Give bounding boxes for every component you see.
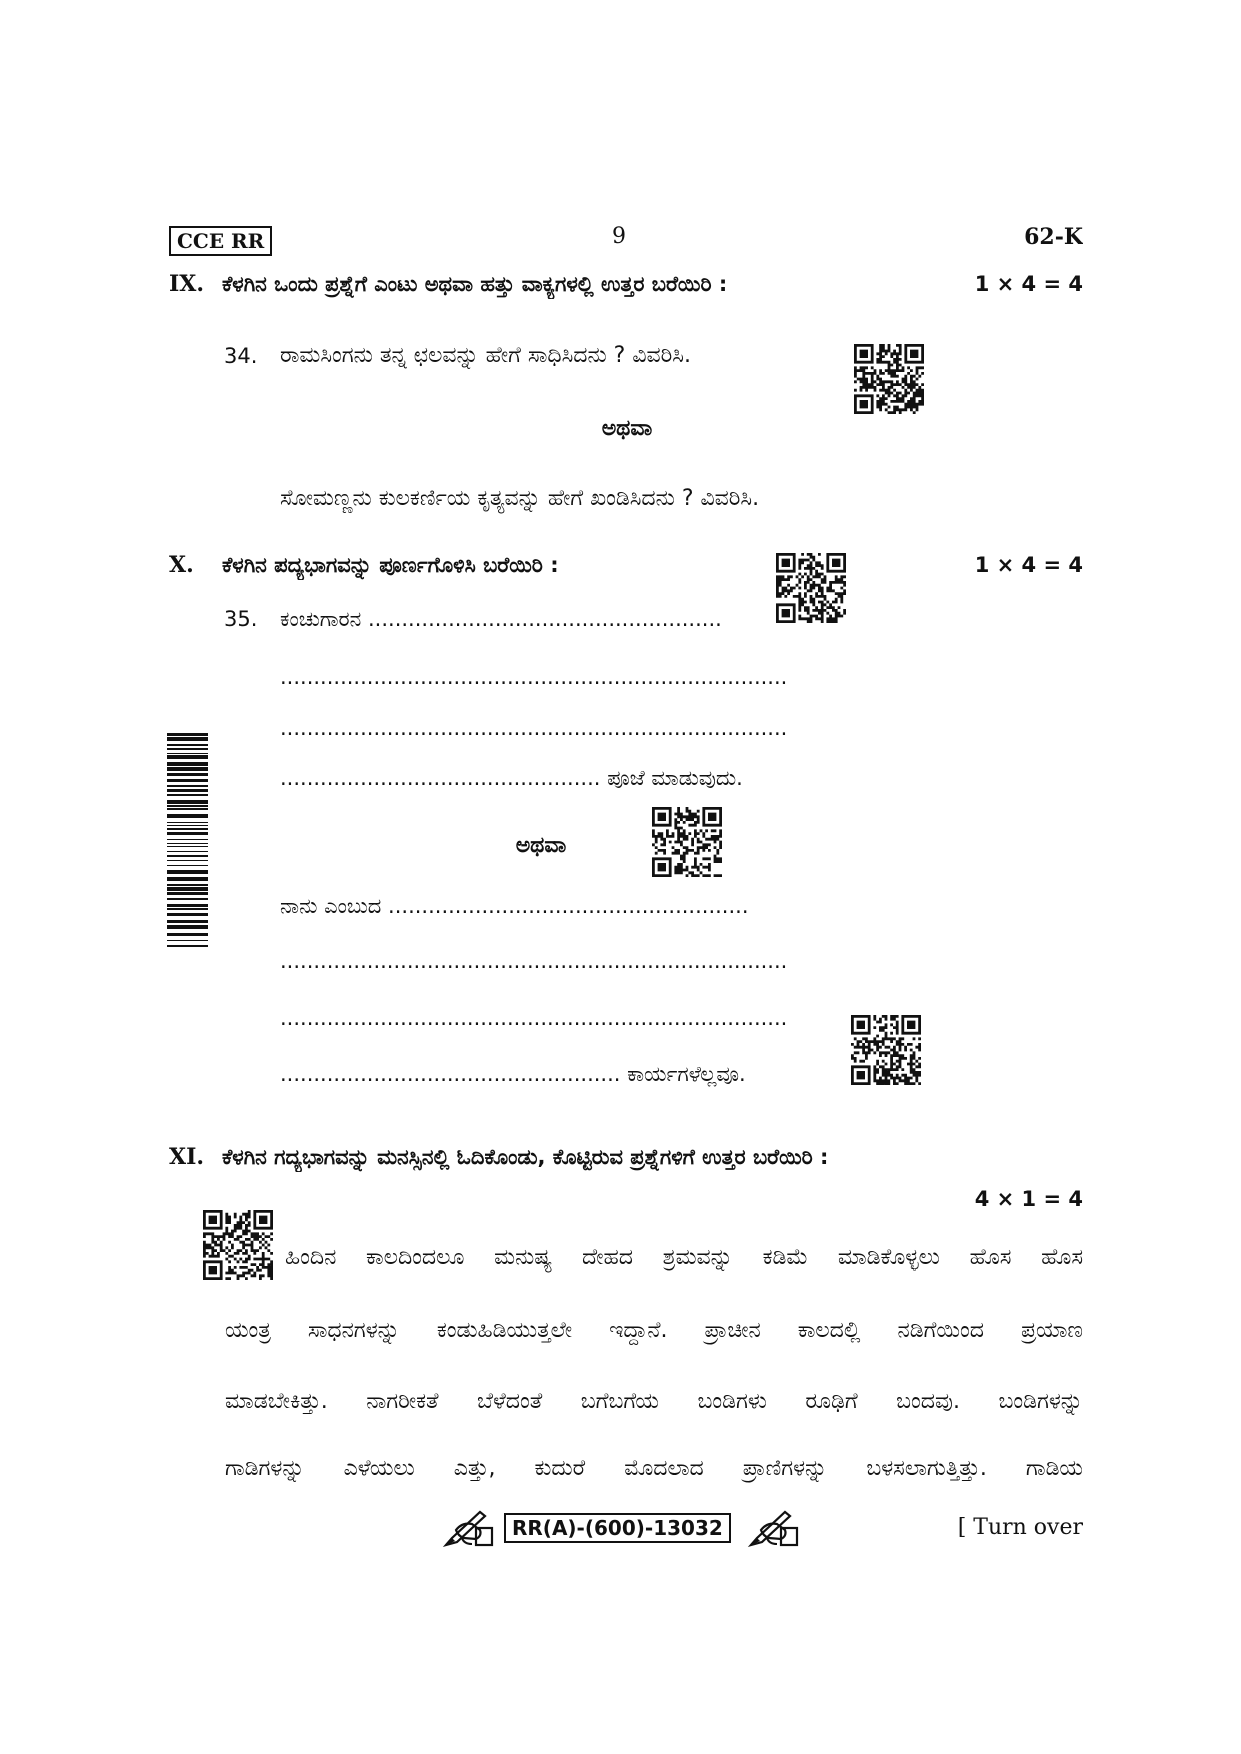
vertical-barcode <box>167 733 208 948</box>
pen-writing-icon-left <box>440 1508 496 1548</box>
section-xi-marks: 4 × 1 = 4 <box>974 1187 1083 1211</box>
alt-poem-line-4: ................................................... ಕಾರ್ಯಗಳೆಲ್ಲವೂ. <box>280 1062 746 1086</box>
alt-poem-line-3: ............................................................................ <box>280 1006 788 1030</box>
header-code-box: CCE RR <box>169 226 272 256</box>
or-label-x: ಅಥವಾ <box>515 833 567 858</box>
footer-code-box: RR(A)-(600)-13032 <box>504 1513 731 1543</box>
question-34-text: ರಾಮಸಿಂಗನು ತನ್ನ ಛಲವನ್ನು ಹೇಗೆ ಸಾಧಿಸಿದನು ? ವಿವರಿಸಿ. <box>280 343 691 368</box>
qr-code-alt-poem <box>851 1015 921 1085</box>
turn-over-label: [ Turn over <box>957 1515 1083 1540</box>
alt-poem-line-2: ............................................................................ <box>280 949 788 973</box>
section-ix-instruction: ಕೆಳಗಿನ ಒಂದು ಪ್ರಶ್ನೆಗೆ ಎಂಟು ಅಥವಾ ಹತ್ತು ವಾಕ್ಯಗಳಲ್ಲಿ ಉತ್ತರ ಬರೆಯಿರಿ : <box>222 272 728 296</box>
passage-line-2: ಯಂತ್ರ ಸಾಧನಗಳನ್ನು ಕಂಡುಹಿಡಿಯುತ್ತಲೇ ಇದ್ದಾನೆ. ಪ್ರಾಚೀನ ಕಾಲದಲ್ಲಿ ನಡಿಗೆಯಿಂದ ಪ್ರಯಾಣ <box>225 1318 1083 1343</box>
page-number: 9 <box>612 224 626 249</box>
passage-line-3: ಮಾಡಬೇಕಿತ್ತು. ನಾಗರೀಕತೆ ಬೆಳೆದಂತೆ ಬಗೆಬಗೆಯ ಬಂಡಿಗಳು ರೂಢಿಗೆ ಬಂದವು. ಬಂಡಿಗಳನ್ನು <box>225 1389 1083 1414</box>
poem-line-2: ............................................................................ <box>280 665 788 689</box>
qr-code-question-34 <box>854 344 924 414</box>
poem-line-4: ................................................ ಪೂಜೆ ಮಾಡುವುದು. <box>280 766 743 790</box>
passage-line-1: ಹಿಂದಿನ ಕಾಲದಿಂದಲೂ ಮನುಷ್ಯ ದೇಹದ ಶ್ರಮವನ್ನು ಕಡಿಮೆ ಮಾಡಿಕೊಳ್ಳಲು ಹೊಸ ಹೊಸ <box>285 1245 1083 1270</box>
question-34-alternative-text: ಸೋಮಣ್ಣನು ಕುಲಕರ್ಣಿಯ ಕೃತ್ಯವನ್ನು ಹೇಗೆ ಖಂಡಿಸಿದನು ? ವಿವರಿಸಿ. <box>280 486 760 511</box>
question-35-number: 35. <box>224 607 258 631</box>
paper-code: 62-K <box>1024 224 1083 250</box>
pen-writing-icon-right <box>745 1508 801 1548</box>
or-label-ix: ಅಥವಾ <box>601 416 653 441</box>
section-xi-instruction: ಕೆಳಗಿನ ಗದ್ಯಭಾಗವನ್ನು ಮನಸ್ಸಿನಲ್ಲಿ ಓದಿಕೊಂಡು, ಕೊಟ್ಟಿರುವ ಪ್ರಶ್ನೆಗಳಿಗೆ ಉತ್ತರ ಬರೆಯಿರಿ : <box>222 1145 829 1169</box>
qr-code-section-x <box>776 553 846 623</box>
passage-line-4: ಗಾಡಿಗಳನ್ನು ಎಳೆಯಲು ಎತ್ತು, ಕುದುರೆ ಮೊದಲಾದ ಪ್ರಾಣಿಗಳನ್ನು ಬಳಸಲಾಗುತ್ತಿತ್ತು. ಗಾಡಿಯ <box>225 1456 1083 1481</box>
poem-line-1: ಕಂಚುಗಾರನ ..................................................... <box>280 607 722 631</box>
poem-line-3: ............................................................................ <box>280 716 788 740</box>
question-34-number: 34. <box>224 344 258 368</box>
alt-poem-line-1: ನಾನು ಎಂಬುದ ...................................................... <box>280 894 749 918</box>
qr-code-or-x <box>652 807 722 877</box>
section-x-instruction: ಕೆಳಗಿನ ಪದ್ಯಭಾಗವನ್ನು ಪೂರ್ಣಗೊಳಿಸಿ ಬರೆಯಿರಿ : <box>222 553 559 577</box>
section-x-number: X. <box>169 552 194 578</box>
section-ix-marks: 1 × 4 = 4 <box>974 272 1083 296</box>
section-ix-number: IX. <box>169 271 205 297</box>
section-xi-number: XI. <box>169 1144 205 1170</box>
qr-code-passage <box>203 1210 273 1280</box>
section-x-marks: 1 × 4 = 4 <box>974 553 1083 577</box>
